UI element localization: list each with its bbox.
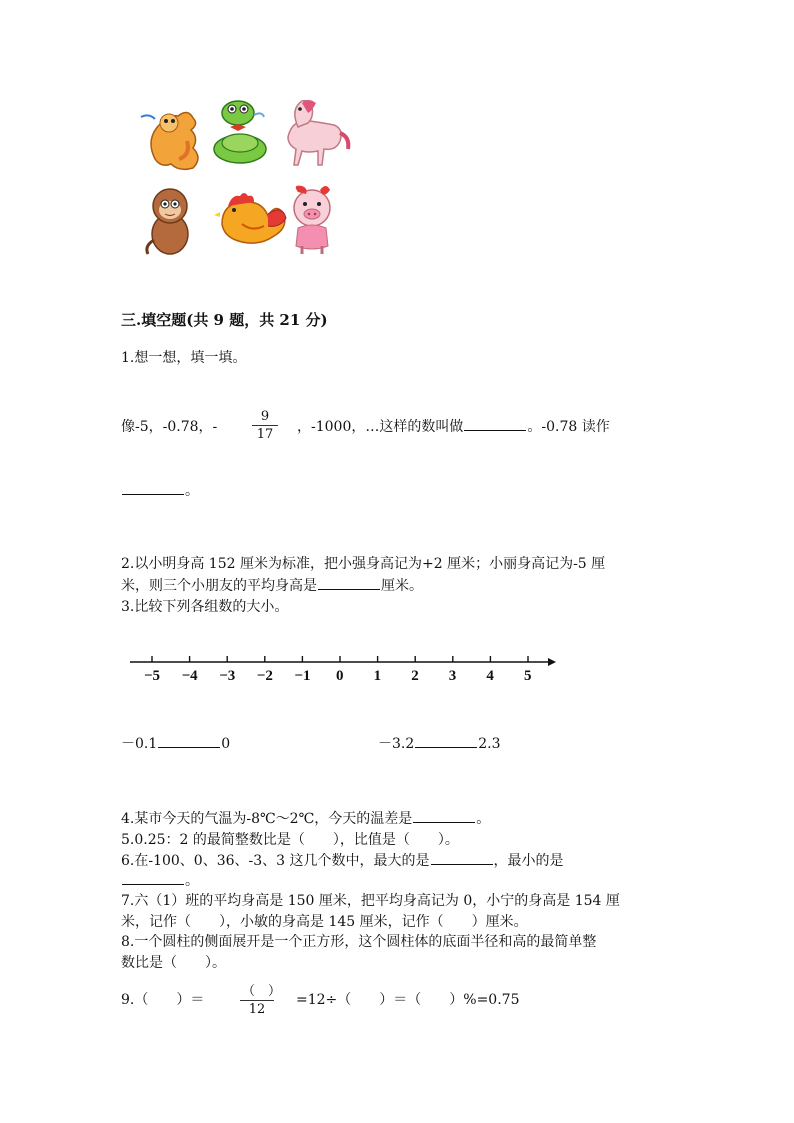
dragon-icon	[141, 112, 198, 169]
answer-blank[interactable]	[122, 872, 184, 885]
rooster-icon	[214, 193, 286, 243]
q3-cmp2-right: 2.3	[478, 736, 501, 752]
tick-label: −3	[219, 668, 236, 684]
q7-line1: 7.六（1）班的平均身高是 150 厘米，把平均身高记为 0，小宁的身高是 154 厘	[121, 893, 620, 909]
tick-marks	[152, 656, 528, 662]
q1-fraction-denominator: 17	[256, 427, 274, 442]
q1-line1	[297, 416, 610, 436]
tick-label: 1	[373, 668, 382, 684]
tick-label: 5	[524, 668, 532, 684]
q1-text-d: 。	[185, 483, 199, 499]
answer-blank[interactable]	[122, 482, 184, 495]
q1-line2	[121, 480, 199, 500]
tick-label: 2	[411, 668, 419, 684]
answer-blank[interactable]	[415, 735, 477, 748]
q3-cmp1-right: 0	[221, 736, 231, 752]
horse-icon	[288, 100, 348, 165]
q4-text-a: 4.某市今天的气温为-8℃～2℃，今天的温差是	[121, 811, 413, 827]
q3-compare-2	[378, 733, 501, 753]
q9-fraction-numerator: （ ）	[242, 984, 282, 999]
q6-text-c: 。	[185, 873, 199, 889]
q2-line2	[121, 575, 423, 595]
q1-fraction-numerator: 9	[260, 409, 270, 424]
tick-label: 4	[486, 668, 494, 684]
q3-compare-1	[121, 733, 230, 753]
q1-title: 1.想一想，填一填。	[121, 350, 247, 366]
tick-label: −1	[294, 668, 311, 684]
q8-line2: 数比是（ ）。	[121, 955, 226, 971]
answer-blank[interactable]	[158, 735, 220, 748]
tick-label: 3	[448, 668, 457, 684]
q5-line: 5.0.25：2 的最简整数比是（ ），比值是（ ）。	[121, 832, 459, 848]
q3-cmp1-left: －0.1	[121, 736, 158, 752]
q7-line2: 米，记作（ ），小敏的身高是 145 厘米，记作（ ）厘米。	[121, 914, 528, 930]
fraction-bar	[240, 1000, 274, 1001]
pig-icon	[294, 186, 330, 254]
q9-fraction-denominator: 12	[248, 1002, 266, 1017]
q6-text-a: 6.在-100、0、36、-3、3 这几个数中，最大的是	[121, 853, 430, 869]
q9-text-b: =12÷（ ）＝（ ）%=0.75	[296, 992, 520, 1008]
q1-fraction	[252, 409, 278, 442]
answer-blank[interactable]	[318, 577, 380, 590]
tick-label: 0	[336, 668, 344, 684]
q9-fraction	[240, 980, 282, 1017]
snake-icon	[214, 101, 266, 163]
monkey-icon	[147, 189, 188, 254]
zodiac-animals-image	[130, 92, 358, 260]
answer-blank[interactable]	[431, 852, 493, 865]
section-heading: 三.填空题(共 9 题，共 21 分)	[121, 311, 328, 329]
q4-line	[121, 808, 490, 828]
answer-blank[interactable]	[413, 810, 475, 823]
q1-text-a: 像-5，-0.78，-	[121, 419, 218, 435]
q6-line2	[121, 870, 199, 890]
fraction-bar	[252, 425, 278, 426]
q2-text-a: 米，则三个小朋友的平均身高是	[121, 578, 317, 594]
q9-text-a: 9.（ ）＝	[121, 992, 205, 1008]
q1-text-b: ，-1000，…这样的数叫做	[297, 419, 464, 435]
tick-label: −5	[144, 668, 161, 684]
number-line	[128, 654, 558, 694]
q8-line1: 8.一个圆柱的侧面展开是一个正方形，这个圆柱体的底面半径和高的最简单整	[121, 934, 597, 950]
q6-line1	[121, 850, 564, 870]
tick-label: −4	[181, 668, 198, 684]
tick-label: −2	[256, 668, 273, 684]
q4-text-b: 。	[476, 811, 491, 827]
q2-line1: 2.以小明身高 152 厘米为标准，把小强身高记为+2 厘米；小丽身高记为-5 厘	[121, 556, 606, 572]
q1-text-c: 。-0.78 读作	[527, 419, 610, 435]
answer-blank[interactable]	[464, 418, 526, 431]
q6-text-b: ，最小的是	[493, 853, 564, 869]
q2-text-b: 厘米。	[381, 578, 423, 594]
q3-cmp2-left: －3.2	[378, 736, 415, 752]
q3-title: 3.比较下列各组数的大小。	[121, 599, 289, 615]
